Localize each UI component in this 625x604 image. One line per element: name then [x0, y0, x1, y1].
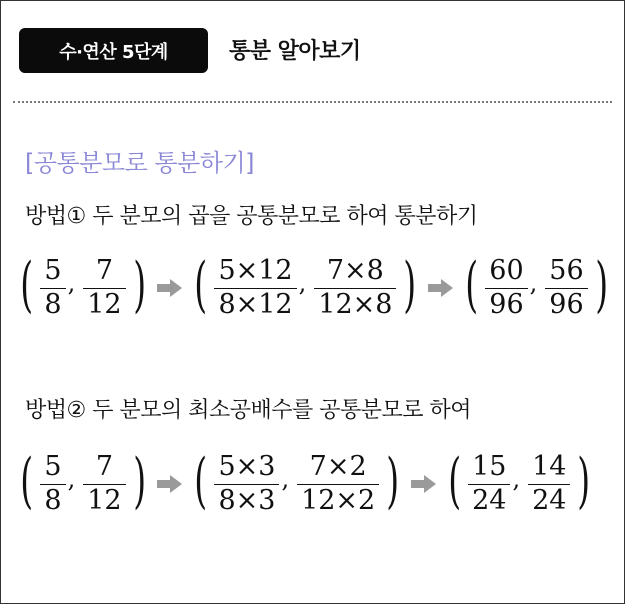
denominator: 8	[40, 288, 65, 319]
left-paren: (	[465, 250, 479, 320]
section-heading: [공통분모로 통분하기]	[25, 149, 255, 177]
denominator: 8×12	[214, 288, 296, 319]
right-paren: )	[132, 446, 146, 516]
numerator: 60	[489, 255, 524, 287]
dotted-divider	[13, 101, 612, 103]
right-paren: )	[577, 446, 591, 516]
method-2-equation	[15, 446, 596, 519]
numerator: 7	[95, 451, 114, 483]
comma: ,	[529, 269, 538, 297]
comma: ,	[512, 465, 521, 493]
left-paren: (	[20, 446, 34, 516]
numerator: 5	[44, 451, 62, 483]
left-paren: (	[20, 250, 34, 320]
fraction	[214, 453, 279, 515]
numerator: 7	[95, 255, 114, 287]
denominator: 8×3	[214, 484, 279, 515]
right-paren: )	[403, 250, 417, 320]
level-badge: 수·연산 5단계	[19, 28, 208, 73]
comma: ,	[281, 465, 290, 493]
fraction	[485, 257, 527, 319]
numerator: 7×2	[309, 451, 367, 483]
fraction	[468, 453, 510, 515]
numerator: 5×3	[218, 451, 276, 483]
method-1-label: 방법① 두 분모의 곱을 공통분모로 하여 통분하기	[25, 204, 478, 229]
comma: ,	[67, 465, 76, 493]
numerator: 5×12	[218, 255, 293, 287]
numerator: 7×8	[326, 255, 384, 287]
denominator: 12×2	[297, 484, 379, 515]
left-paren: (	[194, 446, 208, 516]
page-title: 통분 알아보기	[229, 39, 361, 64]
numerator: 14	[532, 451, 567, 483]
denominator: 24	[468, 484, 510, 515]
fraction	[214, 257, 296, 319]
comma: ,	[67, 269, 76, 297]
numerator: 15	[472, 451, 507, 483]
numerator: 5	[44, 255, 62, 287]
fraction	[528, 453, 570, 515]
denominator: 8	[40, 484, 65, 515]
denominator: 96	[545, 288, 587, 319]
method-1-equation	[15, 250, 613, 323]
denominator: 12×8	[314, 288, 396, 319]
fraction	[83, 257, 125, 319]
right-arrow-icon	[411, 474, 437, 494]
denominator: 96	[485, 288, 527, 319]
fraction	[297, 453, 379, 515]
fraction	[314, 257, 396, 319]
left-paren: (	[194, 250, 208, 320]
fraction	[40, 257, 65, 319]
right-paren: )	[594, 250, 608, 320]
right-arrow-icon	[428, 278, 454, 298]
numerator: 56	[549, 255, 584, 287]
denominator: 12	[83, 484, 125, 515]
fraction	[40, 453, 65, 515]
denominator: 24	[528, 484, 570, 515]
right-arrow-icon	[157, 474, 183, 494]
left-paren: (	[447, 446, 461, 516]
right-paren: )	[132, 250, 146, 320]
method-2-label: 방법② 두 분모의 최소공배수를 공통분모로 하여	[25, 398, 471, 423]
fraction	[83, 453, 125, 515]
right-paren: )	[386, 446, 400, 516]
comma: ,	[298, 269, 307, 297]
right-arrow-icon	[157, 278, 183, 298]
denominator: 12	[83, 288, 125, 319]
fraction	[545, 257, 587, 319]
